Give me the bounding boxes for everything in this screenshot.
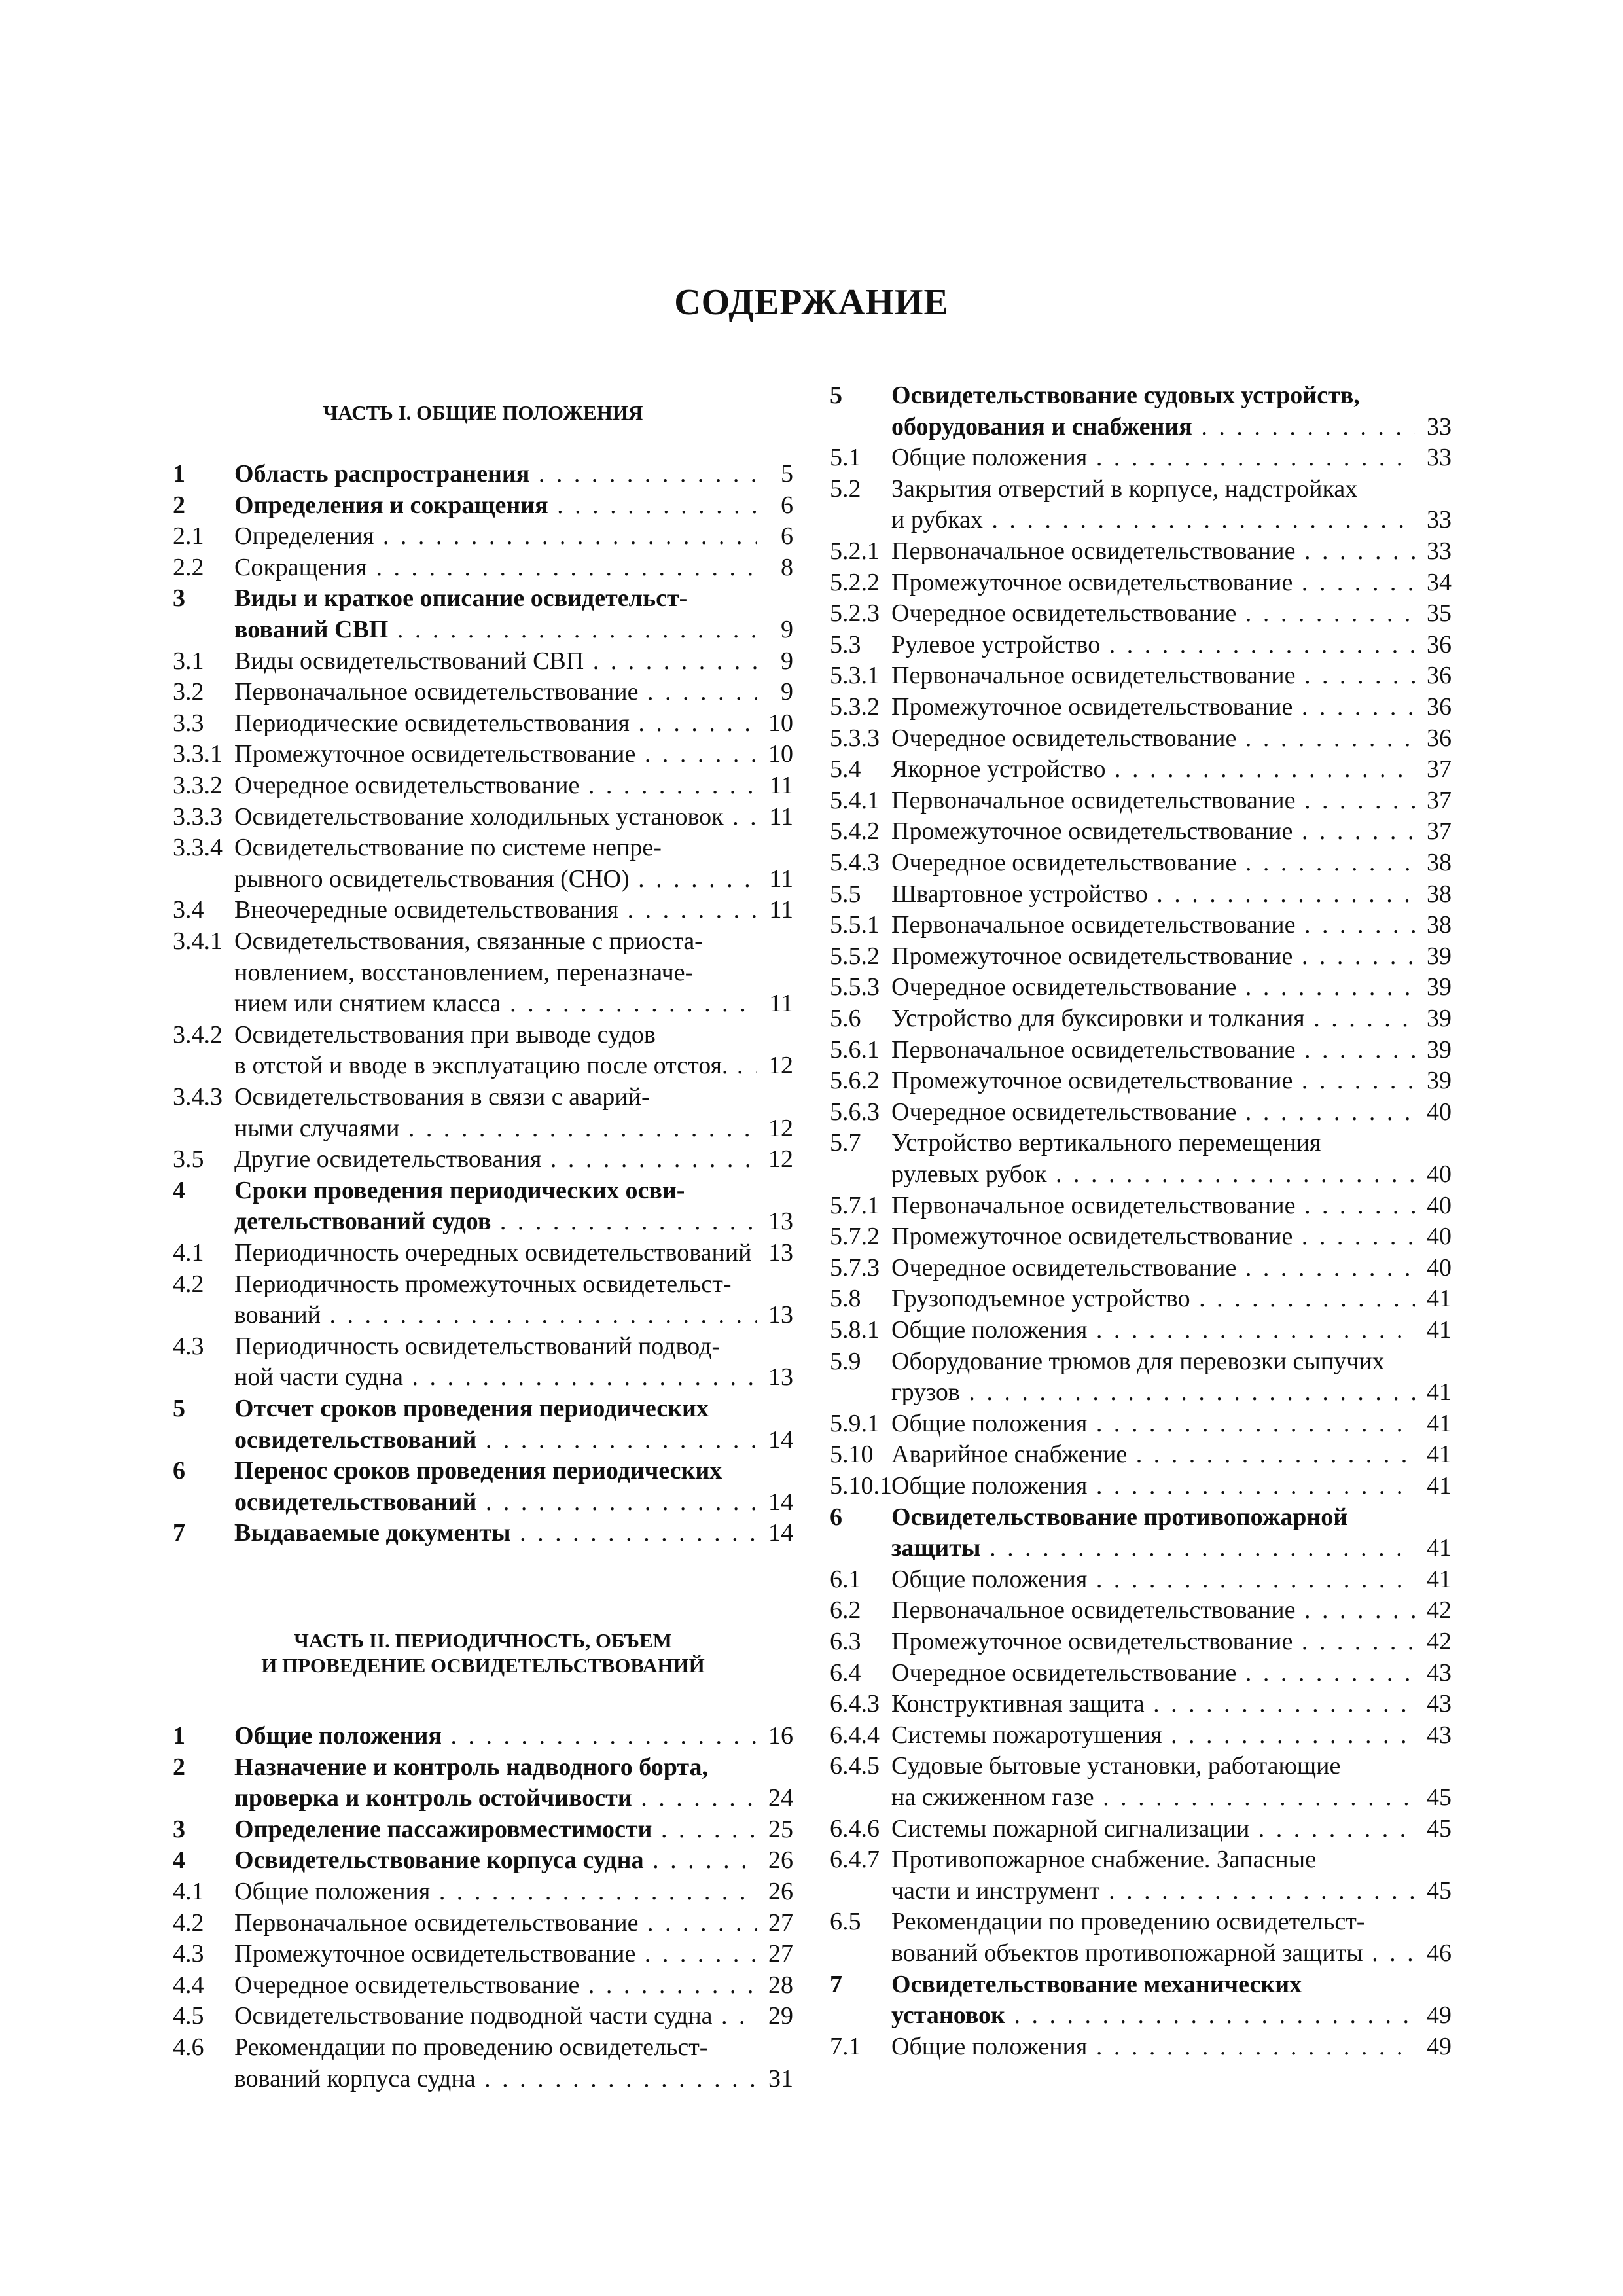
toc-entry-title: Судовые бытовые установки, работающие bbox=[891, 1752, 1341, 1780]
toc-entry-page: 36 bbox=[1427, 662, 1452, 690]
toc-entry-number: 5.5.3 bbox=[830, 973, 880, 1001]
toc-entry-title: Очередное освидетельствование . . . bbox=[234, 770, 757, 801]
toc-entry-number: 5.4.2 bbox=[830, 817, 880, 846]
toc-entry-number: 4.5 bbox=[173, 2002, 204, 2030]
toc-entry-number: 6.4.4 bbox=[830, 1721, 880, 1749]
toc-entry-title: Периодические освидетельствования . . . bbox=[234, 708, 757, 739]
toc-entry-title: Освидетельствования, связанные с приоста- bbox=[234, 927, 703, 955]
toc-entry-title: Противопожарное снабжение. Запасные bbox=[891, 1846, 1317, 1874]
toc-entry-title: Освидетельствования в связи с аварий- bbox=[234, 1083, 650, 1111]
toc-entry-title: освидетельствований . . . bbox=[234, 1486, 757, 1518]
toc-entry-page: 14 bbox=[768, 1519, 793, 1547]
toc-entry-page: 45 bbox=[1427, 1876, 1452, 1905]
toc-entry-title: Устройство для буксировки и толкания . . . bbox=[891, 1003, 1415, 1034]
toc-entry-title: Сокращения . . . bbox=[234, 552, 757, 583]
toc-entry-title: Очередное освидетельствование . . . bbox=[891, 723, 1415, 754]
toc-entry-title: Первоначальное освидетельствование . . . bbox=[234, 1907, 757, 1939]
toc-entry-page: 41 bbox=[1427, 1565, 1452, 1593]
toc-entry-title: Оборудование трюмов для перевозки сыпучих bbox=[891, 1347, 1385, 1375]
toc-entry-title: на сжиженном газе . . . bbox=[891, 1782, 1415, 1813]
toc-entry-number: 3 bbox=[173, 584, 185, 613]
toc-entry-title: Промежуточное освидетельствование . . . bbox=[891, 941, 1415, 972]
toc-entry-page: 43 bbox=[1427, 1721, 1452, 1749]
toc-entry-number: 5.6.3 bbox=[830, 1098, 880, 1126]
toc-entry-number: 1 bbox=[173, 460, 185, 488]
toc-entry-title: новлением, восстановлением, переназначе- bbox=[234, 958, 694, 986]
toc-entry-number: 6 bbox=[173, 1457, 185, 1485]
toc-entry-title: Очередное освидетельствование . . . bbox=[891, 598, 1415, 629]
toc-entry-title: Освидетельствование судовых устройств, bbox=[891, 382, 1360, 409]
toc-entry-number: 3.2 bbox=[173, 678, 204, 706]
toc-entry-number: 6.5 bbox=[830, 1908, 861, 1936]
toc-entry-page: 11 bbox=[769, 772, 793, 799]
toc-entry-page: 40 bbox=[1427, 1253, 1452, 1282]
toc-entry-page: 11 bbox=[769, 896, 793, 924]
toc-entry-number: 3.4 bbox=[173, 896, 204, 924]
toc-entry-number: 6.4.3 bbox=[830, 1690, 880, 1718]
toc-entry-page: 41 bbox=[1427, 1441, 1452, 1469]
toc-entry-number: 5.4.3 bbox=[830, 849, 880, 876]
toc-entry-page: 10 bbox=[768, 709, 793, 737]
toc-entry-number: 5 bbox=[173, 1395, 185, 1422]
toc-entry-page: 38 bbox=[1427, 849, 1452, 876]
toc-entry-title: Определения и сокращения . . . bbox=[234, 490, 757, 521]
toc-entry-page: 41 bbox=[1427, 1285, 1452, 1313]
toc-entry-title: и рубках . . . bbox=[891, 504, 1415, 535]
toc-entry-title: Периодичность промежуточных освидетельст- bbox=[234, 1270, 732, 1298]
toc-entry-title: Первоначальное освидетельствование . . . bbox=[891, 660, 1415, 691]
toc-entry-title: Освидетельствование холодильных установок . . . bbox=[234, 801, 757, 833]
toc-entry-number: 5.8 bbox=[830, 1285, 861, 1313]
toc-entry-number: 5.5.1 bbox=[830, 911, 880, 939]
toc-entry-page: 11 bbox=[769, 865, 793, 893]
toc-entry-number: 5.4.1 bbox=[830, 786, 880, 814]
toc-entry-title: нием или снятием класса . . . bbox=[234, 988, 757, 1019]
toc-entry-number: 1 bbox=[173, 1722, 185, 1749]
toc-entry-title: Общие положения . . . bbox=[891, 1470, 1415, 1501]
toc-entry-title: Промежуточное освидетельствование . . . bbox=[891, 691, 1415, 723]
toc-entry-page: 5 bbox=[781, 460, 793, 488]
toc-entry-number: 6.4 bbox=[830, 1659, 861, 1687]
toc-entry-title: Промежуточное освидетельствование . . . bbox=[891, 1626, 1415, 1657]
toc-entry-number: 5.5.2 bbox=[830, 942, 880, 970]
toc-entry-title: Освидетельствование механических bbox=[891, 1970, 1302, 1998]
toc-entry-title: Системы пожаротушения . . . bbox=[891, 1719, 1415, 1751]
toc-entry-number: 5.5 bbox=[830, 880, 861, 908]
toc-entry-title: Промежуточное освидетельствование . . . bbox=[234, 738, 757, 770]
toc-entry-title: Общие положения . . . bbox=[891, 1408, 1415, 1439]
toc-entry-page: 41 bbox=[1427, 1378, 1452, 1407]
toc-entry-page: 9 bbox=[781, 678, 793, 706]
toc-entry-number: 4 bbox=[173, 1176, 185, 1204]
toc-entry-title: освидетельствований . . . bbox=[234, 1424, 757, 1456]
toc-entry-number: 4 bbox=[173, 1846, 185, 1874]
toc-entry-page: 41 bbox=[1427, 1409, 1452, 1437]
toc-entry-number: 7 bbox=[173, 1519, 185, 1547]
toc-entry-number: 4.2 bbox=[173, 1909, 204, 1937]
toc-entry-number: 5.3.3 bbox=[830, 724, 880, 752]
toc-entry-title: Системы пожарной сигнализации . . . bbox=[891, 1813, 1415, 1844]
toc-entry-number: 5 bbox=[830, 382, 842, 409]
toc-entry-page: 33 bbox=[1427, 412, 1452, 440]
toc-entry-number: 5.6 bbox=[830, 1005, 861, 1032]
toc-entry-title: Промежуточное освидетельствование . . . bbox=[891, 567, 1415, 598]
toc-entry-page: 6 bbox=[781, 522, 793, 550]
toc-entry-title: Внеочередные освидетельствования . . . bbox=[234, 894, 757, 925]
toc-entry-number: 5.7 bbox=[830, 1129, 861, 1157]
toc-entry-title: детельствований судов . . . bbox=[234, 1206, 757, 1237]
toc-entry-title: Освидетельствование корпуса судна . . . bbox=[234, 1844, 757, 1876]
toc-entry-title: Область распространения . . . bbox=[234, 458, 757, 490]
toc-entry-number: 3.3.1 bbox=[173, 740, 223, 768]
toc-entry-number: 4.3 bbox=[173, 1332, 204, 1360]
part-heading-line: ЧАСТЬ I. ОБЩИЕ ПОЛОЖЕНИЯ bbox=[323, 401, 643, 424]
toc-entry-page: 49 bbox=[1427, 2032, 1452, 2060]
toc-entry-number: 5.9.1 bbox=[830, 1409, 880, 1437]
toc-entry-page: 37 bbox=[1427, 755, 1452, 783]
toc-entry-number: 6.4.6 bbox=[830, 1814, 880, 1842]
toc-entry-title: вований корпуса судна . . . bbox=[234, 2063, 757, 2094]
toc-entry-number: 7 bbox=[830, 1970, 842, 1998]
toc-entry-number: 3.1 bbox=[173, 647, 204, 675]
toc-entry-title: Назначение и контроль надводного борта, bbox=[234, 1753, 708, 1781]
toc-entry-number: 4.3 bbox=[173, 1940, 204, 1968]
toc-entry-page: 16 bbox=[768, 1722, 793, 1749]
toc-entry-title: Первоначальное освидетельствование . . . bbox=[891, 1594, 1415, 1626]
toc-entry-page: 31 bbox=[768, 2064, 793, 2092]
toc-entry-title: Первоначальное освидетельствование . . . bbox=[891, 535, 1415, 567]
toc-entry-page: 13 bbox=[768, 1363, 793, 1391]
toc-entry-title: Аварийное снабжение . . . bbox=[891, 1439, 1415, 1470]
toc-entry-page: 45 bbox=[1427, 1784, 1452, 1811]
toc-entry-number: 6.1 bbox=[830, 1565, 861, 1593]
toc-entry-title: Общие положения . . . bbox=[891, 1314, 1415, 1346]
toc-entry-page: 25 bbox=[768, 1815, 793, 1843]
toc-entry-title: Отсчет сроков проведения периодических bbox=[234, 1395, 709, 1422]
toc-entry-title: Общие положения . . . bbox=[234, 1720, 757, 1751]
toc-entry-number: 5.7.2 bbox=[830, 1223, 880, 1251]
toc-entry-title: вований . . . bbox=[234, 1299, 757, 1331]
toc-entry-title: в отстой и вводе в эксплуатацию после отстоя. . . . bbox=[234, 1050, 757, 1081]
toc-entry-title: Конструктивная защита . . . bbox=[891, 1688, 1415, 1719]
toc-entry-page: 37 bbox=[1427, 786, 1452, 814]
toc-entry-number: 4.1 bbox=[173, 1239, 204, 1266]
toc-entry-number: 5.10 bbox=[830, 1441, 874, 1469]
toc-entry-number: 3.3 bbox=[173, 709, 204, 737]
toc-entry-title: проверка и контроль остойчивости . . . bbox=[234, 1782, 757, 1814]
toc-entry-page: 36 bbox=[1427, 693, 1452, 721]
toc-entry-number: 2 bbox=[173, 1753, 185, 1781]
toc-entry-number: 6.4.7 bbox=[830, 1846, 880, 1874]
toc-entry-title: ной части судна . . . bbox=[234, 1361, 757, 1393]
toc-entry-page: 34 bbox=[1427, 568, 1452, 596]
toc-entry-page: 40 bbox=[1427, 1223, 1452, 1251]
toc-entry-title: Швартовное устройство . . . bbox=[891, 878, 1415, 910]
toc-entry-page: 13 bbox=[768, 1301, 793, 1329]
toc-entry-page: 38 bbox=[1427, 880, 1452, 908]
toc-entry-number: 4.2 bbox=[173, 1270, 204, 1298]
toc-entry-number: 3.5 bbox=[173, 1145, 204, 1174]
toc-entry-page: 33 bbox=[1427, 444, 1452, 472]
toc-entry-page: 43 bbox=[1427, 1659, 1452, 1687]
toc-entry-page: 36 bbox=[1427, 724, 1452, 752]
toc-entry-title: Общие положения . . . bbox=[891, 442, 1415, 473]
toc-entry-page: 27 bbox=[768, 1909, 793, 1937]
toc-entry-number: 5.7.1 bbox=[830, 1191, 880, 1219]
toc-entry-title: Закрытия отверстий в корпусе, надстройках bbox=[891, 475, 1358, 503]
toc-entry-number: 5.10.1 bbox=[830, 1472, 892, 1499]
toc-entry-title: Освидетельствования при выводе судов bbox=[234, 1020, 656, 1049]
toc-entry-title: ными случаями . . . bbox=[234, 1113, 757, 1144]
toc-entry-number: 5.4 bbox=[830, 755, 861, 783]
toc-entry-title: Промежуточное освидетельствование . . . bbox=[234, 1938, 757, 1969]
toc-entry-page: 6 bbox=[781, 491, 793, 519]
toc-entry-page: 28 bbox=[768, 1971, 793, 1999]
toc-entry-page: 41 bbox=[1427, 1534, 1452, 1562]
toc-entry-title: Грузоподъемное устройство . . . bbox=[891, 1283, 1415, 1314]
toc-entry-page: 43 bbox=[1427, 1690, 1452, 1718]
toc-entry-number: 3 bbox=[173, 1815, 185, 1843]
toc-entry-title: установок . . . bbox=[891, 2000, 1415, 2031]
toc-entry-number: 5.9 bbox=[830, 1347, 861, 1375]
toc-entry-title: Якорное устройство . . . bbox=[891, 753, 1415, 785]
toc-entry-number: 5.6.1 bbox=[830, 1035, 880, 1064]
toc-entry-number: 3.4.2 bbox=[173, 1020, 223, 1049]
toc-entry-title: части и инструмент . . . bbox=[891, 1875, 1415, 1907]
toc-entry-number: 5.2 bbox=[830, 475, 861, 503]
toc-entry-page: 9 bbox=[781, 647, 793, 675]
part-heading-1 bbox=[173, 401, 793, 425]
toc-entry-title: Рулевое устройство . . . bbox=[891, 629, 1415, 660]
toc-entry-title: оборудования и снабжения . . . bbox=[891, 411, 1415, 442]
toc-entry-title: Виды освидетельствований СВП . . . bbox=[234, 645, 757, 677]
toc-entry-number: 4.6 bbox=[173, 2034, 204, 2061]
toc-entry-number: 3.3.4 bbox=[173, 834, 223, 862]
toc-entry-number: 5.7.3 bbox=[830, 1253, 880, 1282]
toc-entry-page: 11 bbox=[769, 990, 793, 1018]
toc-entry-page: 40 bbox=[1427, 1098, 1452, 1126]
toc-entry-number: 3.4.3 bbox=[173, 1083, 223, 1111]
toc-entry-page: 26 bbox=[768, 1878, 793, 1905]
toc-entry-title: Определения . . . bbox=[234, 520, 757, 552]
toc-entry-page: 36 bbox=[1427, 630, 1452, 658]
toc-entry-page: 41 bbox=[1427, 1472, 1452, 1499]
toc-entry-page: 13 bbox=[768, 1208, 793, 1236]
toc-entry-number: 2.2 bbox=[173, 553, 204, 581]
toc-entry-title: Промежуточное освидетельствование . . . bbox=[891, 1221, 1415, 1252]
toc-entry-page: 10 bbox=[768, 740, 793, 768]
toc-entry-number: 3.3.2 bbox=[173, 772, 223, 799]
toc-entry-title: Первоначальное освидетельствование . . . bbox=[891, 785, 1415, 816]
toc-entry-number: 5.2.2 bbox=[830, 568, 880, 596]
toc-entry-title: Первоначальное освидетельствование . . . bbox=[234, 676, 757, 708]
toc-entry-page: 26 bbox=[768, 1846, 793, 1874]
toc-entry-number: 3.4.1 bbox=[173, 927, 223, 955]
toc-entry-title: Другие освидетельствования . . . bbox=[234, 1143, 757, 1175]
toc-entry-number: 4.1 bbox=[173, 1878, 204, 1905]
toc-entry-page: 42 bbox=[1427, 1628, 1452, 1655]
toc-entry-title: Очередное освидетельствование . . . bbox=[891, 1096, 1415, 1128]
toc-entry-page: 42 bbox=[1427, 1596, 1452, 1624]
toc-entry-title: Рекомендации по проведению освидетельст- bbox=[891, 1908, 1365, 1936]
toc-entry-title: рывного освидетельствования (СНО) . . . bbox=[234, 863, 757, 895]
toc-entry-title: грузов . . . bbox=[891, 1376, 1415, 1408]
part-heading-line: И ПРОВЕДЕНИЕ ОСВИДЕТЕЛЬСТВОВАНИЙ bbox=[261, 1654, 705, 1677]
toc-entry-number: 5.8.1 bbox=[830, 1316, 880, 1344]
toc-entry-number: 5.2.1 bbox=[830, 537, 880, 565]
toc-entry-page: 41 bbox=[1427, 1316, 1452, 1344]
toc-entry-title: Перенос сроков проведения периодических bbox=[234, 1457, 722, 1485]
toc-entry-title: Выдаваемые документы . . . bbox=[234, 1517, 757, 1549]
toc-entry-page: 39 bbox=[1427, 1005, 1452, 1032]
toc-entry-number: 3.3.3 bbox=[173, 802, 223, 831]
toc-entry-page: 12 bbox=[768, 1114, 793, 1142]
toc-entry-number: 6 bbox=[830, 1503, 842, 1531]
toc-entry-title: Общие положения . . . bbox=[891, 2031, 1415, 2062]
toc-entry-page: 37 bbox=[1427, 817, 1452, 846]
toc-entry-title: Периодичность освидетельствований подвод- bbox=[234, 1332, 721, 1360]
toc-entry-title: Освидетельствование по системе непре- bbox=[234, 834, 662, 862]
toc-entry-page: 45 bbox=[1427, 1814, 1452, 1842]
toc-entry-title: Рекомендации по проведению освидетельст- bbox=[234, 2034, 708, 2061]
toc-entry-title: Периодичность очередных освидетельствований . . . bbox=[234, 1237, 757, 1268]
toc-entry-title: Очередное освидетельствование . . . bbox=[891, 1252, 1415, 1283]
toc-entry-title: Освидетельствование противопожарной bbox=[891, 1503, 1348, 1531]
toc-entry-number: 2.1 bbox=[173, 522, 204, 550]
toc-entry-page: 14 bbox=[768, 1426, 793, 1454]
toc-entry-title: Виды и краткое описание освидетельст- bbox=[234, 584, 688, 613]
toc-entry-number: 5.3 bbox=[830, 630, 861, 658]
toc-entry-page: 29 bbox=[768, 2002, 793, 2030]
toc-entry-title: Устройство вертикального перемещения bbox=[891, 1129, 1321, 1157]
toc-entry-page: 40 bbox=[1427, 1160, 1452, 1188]
toc-entry-page: 35 bbox=[1427, 600, 1452, 628]
toc-entry-title: Сроки проведения периодических осви- bbox=[234, 1176, 685, 1204]
toc-entry-page: 49 bbox=[1427, 2001, 1452, 2030]
toc-entry-number: 2 bbox=[173, 491, 185, 519]
toc-entry-title: Очередное освидетельствование . . . bbox=[234, 1969, 757, 2001]
toc-entry-title: рулевых рубок . . . bbox=[891, 1158, 1415, 1190]
toc-entry-page: 33 bbox=[1427, 537, 1452, 565]
part-heading-line: ЧАСТЬ II. ПЕРИОДИЧНОСТЬ, ОБЪЕМ bbox=[294, 1629, 672, 1652]
toc-entry-title: вований объектов противопожарной защиты . . . bbox=[891, 1937, 1415, 1969]
toc-entry-number: 6.4.5 bbox=[830, 1752, 880, 1780]
toc-entry-title: Освидетельствование подводной части судна . . . bbox=[234, 2000, 757, 2032]
toc-entry-title: Промежуточное освидетельствование . . . bbox=[891, 816, 1415, 847]
toc-entry-number: 4.4 bbox=[173, 1971, 204, 1999]
part-heading-2 bbox=[173, 1628, 793, 1678]
toc-entry-page: 8 bbox=[781, 553, 793, 581]
toc-entry-page: 33 bbox=[1427, 506, 1452, 534]
toc-entry-number: 7.1 bbox=[830, 2032, 861, 2060]
toc-entry-title: Первоначальное освидетельствование . . . bbox=[891, 909, 1415, 941]
toc-entry-page: 12 bbox=[768, 1052, 793, 1080]
toc-entry-page: 13 bbox=[768, 1239, 793, 1266]
toc-entry-page: 46 bbox=[1427, 1939, 1452, 1967]
toc-entry-title: Очередное освидетельствование . . . bbox=[891, 847, 1415, 878]
toc-entry-page: 9 bbox=[781, 616, 793, 643]
toc-entry-title: Общие положения . . . bbox=[234, 1876, 757, 1907]
toc-entry-page: 38 bbox=[1427, 911, 1452, 939]
toc-entry-page: 27 bbox=[768, 1940, 793, 1968]
toc-entry-title: Первоначальное освидетельствование . . . bbox=[891, 1034, 1415, 1066]
toc-entry-number: 5.3.1 bbox=[830, 662, 880, 690]
toc-entry-page: 39 bbox=[1427, 1035, 1452, 1064]
toc-entry-page: 14 bbox=[768, 1488, 793, 1516]
toc-entry-title: Очередное освидетельствование . . . bbox=[891, 1657, 1415, 1689]
toc-entry-title: Определение пассажировместимости . . . bbox=[234, 1814, 757, 1845]
toc-entry-number: 5.1 bbox=[830, 444, 861, 472]
toc-entry-page: 39 bbox=[1427, 1067, 1452, 1095]
toc-entry-number: 5.6.2 bbox=[830, 1067, 880, 1095]
toc-entry-title: Первоначальное освидетельствование . . . bbox=[891, 1190, 1415, 1221]
toc-entry-page: 24 bbox=[768, 1784, 793, 1812]
toc-entry-page: 39 bbox=[1427, 942, 1452, 970]
toc-entry-page: 40 bbox=[1427, 1191, 1452, 1219]
toc-entry-page: 12 bbox=[768, 1145, 793, 1174]
toc-entry-title: защиты . . . bbox=[891, 1532, 1415, 1564]
toc-entry-page: 11 bbox=[769, 802, 793, 831]
toc-entry-number: 5.2.3 bbox=[830, 600, 880, 628]
toc-entry-title: Промежуточное освидетельствование . . . bbox=[891, 1065, 1415, 1096]
toc-entry-title: Очередное освидетельствование . . . bbox=[891, 971, 1415, 1003]
page-title: СОДЕРЖАНИЕ bbox=[674, 281, 949, 323]
toc-entry-title: вований СВП . . . bbox=[234, 614, 757, 645]
toc-entry-number: 5.3.2 bbox=[830, 693, 880, 721]
toc-entry-page: 39 bbox=[1427, 973, 1452, 1001]
toc-entry-number: 6.2 bbox=[830, 1596, 861, 1624]
toc-entry-title: Общие положения . . . bbox=[891, 1564, 1415, 1595]
toc-entry-number: 6.3 bbox=[830, 1628, 861, 1655]
